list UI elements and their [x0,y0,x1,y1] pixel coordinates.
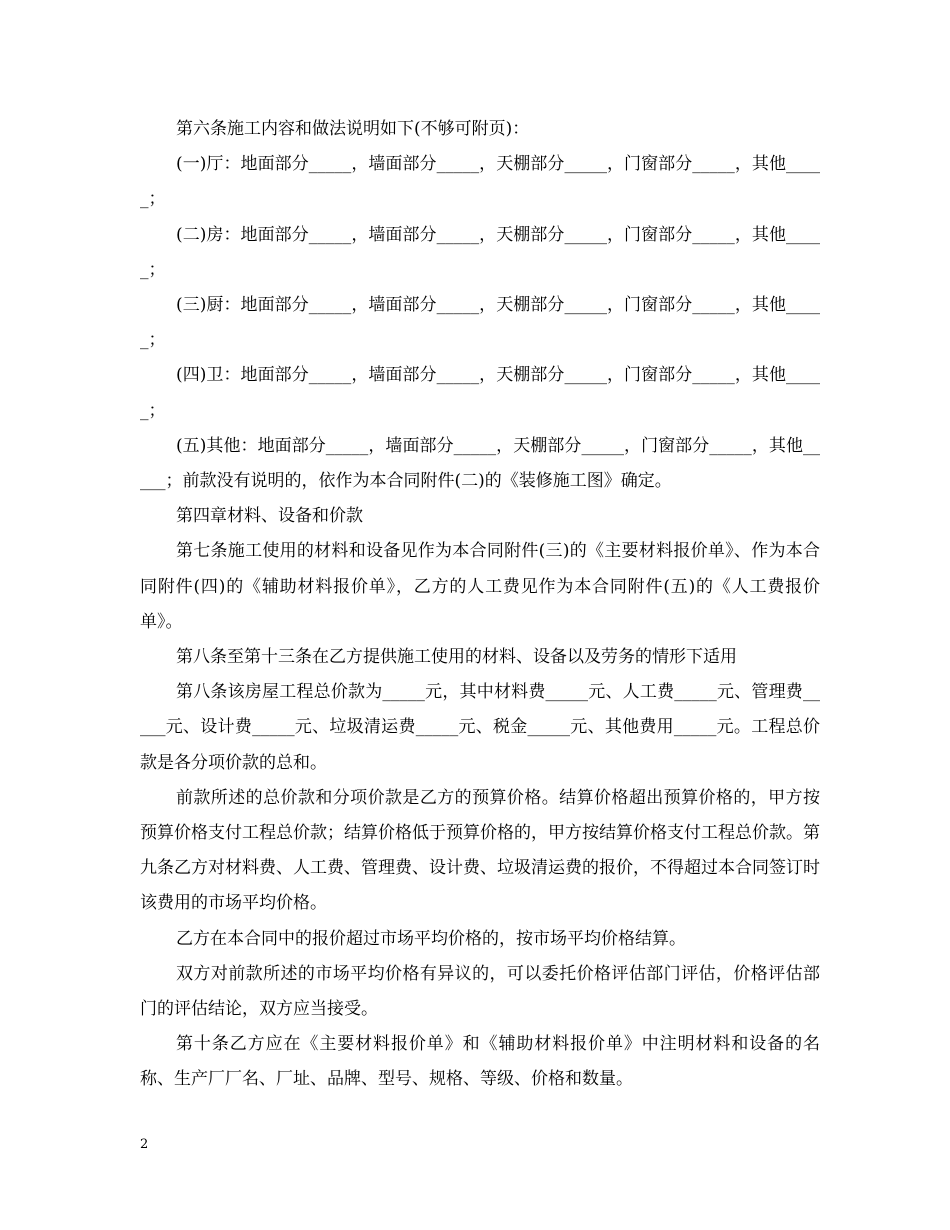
paragraph-applicability: 第八条至第十三条在乙方提供施工使用的材料、设备以及劳务的情形下适用 [176,647,737,668]
document-body [140,112,820,1098]
paragraph-article-7: 第七条施工使用的材料和设备见作为本合同附件(三)的《主要材料报价单》、作为本合同附件(四)的《辅助材料报价单》，乙方的人工费见作为本合同附件(五)的《人工费报价单》。 [140,541,820,632]
paragraph-article-10: 第十条乙方应在《主要材料报价单》和《辅助材料报价单》中注明材料和设备的名称、生产厂厂名、厂址、品牌、型号、规格、等级、价格和数量。 [140,1034,820,1090]
paragraph-other: (五)其他：地面部分_____，墙面部分_____，天棚部分_____，门窗部分_____，其他_____；前款没有说明的，依作为本合同附件(二)的《装修施工图》确定。 [140,435,820,492]
paragraph-budget-price: 前款所述的总价款和分项价款是乙方的预算价格。结算价格超出预算价格的，甲方按预算价格支付工程总价款；结算价格低于预算价格的，甲方按结算价格支付工程总价款。第九条乙方对材料费、人工费、管理费、设计费、垃圾清运费的报价，不得超过本合同签订时该费用的市场平均价格。 [140,787,820,914]
chapter-heading: 第四章材料、设备和价款 [176,506,363,527]
paragraph-room: (二)房：地面部分_____，墙面部分_____，天棚部分_____，门窗部分_____，其他_____； [140,224,820,280]
paragraph-bathroom: (四)卫：地面部分_____，墙面部分_____，天棚部分_____，门窗部分_____，其他_____； [140,365,820,421]
paragraph-price-dispute: 双方对前款所述的市场平均价格有异议的，可以委托价格评估部门评估，价格评估部门的评估结论，双方应当接受。 [140,963,820,1020]
paragraph-article-6-heading: 第六条施工内容和做法说明如下(不够可附页)： [176,119,530,139]
paragraph-article-8: 第八条该房屋工程总价款为_____元，其中材料费_____元、人工费_____元、管理费_____元、设计费_____元、垃圾清运费_____元、税金_____元、其他费用_____元。工程总价款是各分项价款的总和。 [140,682,820,773]
paragraph-market-price: 乙方在本合同中的报价超过市场平均价格的，按市场平均价格结算。 [176,928,686,949]
page-number: 2 [140,1137,149,1152]
paragraph-kitchen: (三)厨：地面部分_____，墙面部分_____，天棚部分_____，门窗部分_____，其他_____； [140,295,820,351]
paragraph-hall: (一)厅：地面部分_____，墙面部分_____，天棚部分_____，门窗部分_____，其他_____； [140,154,820,210]
